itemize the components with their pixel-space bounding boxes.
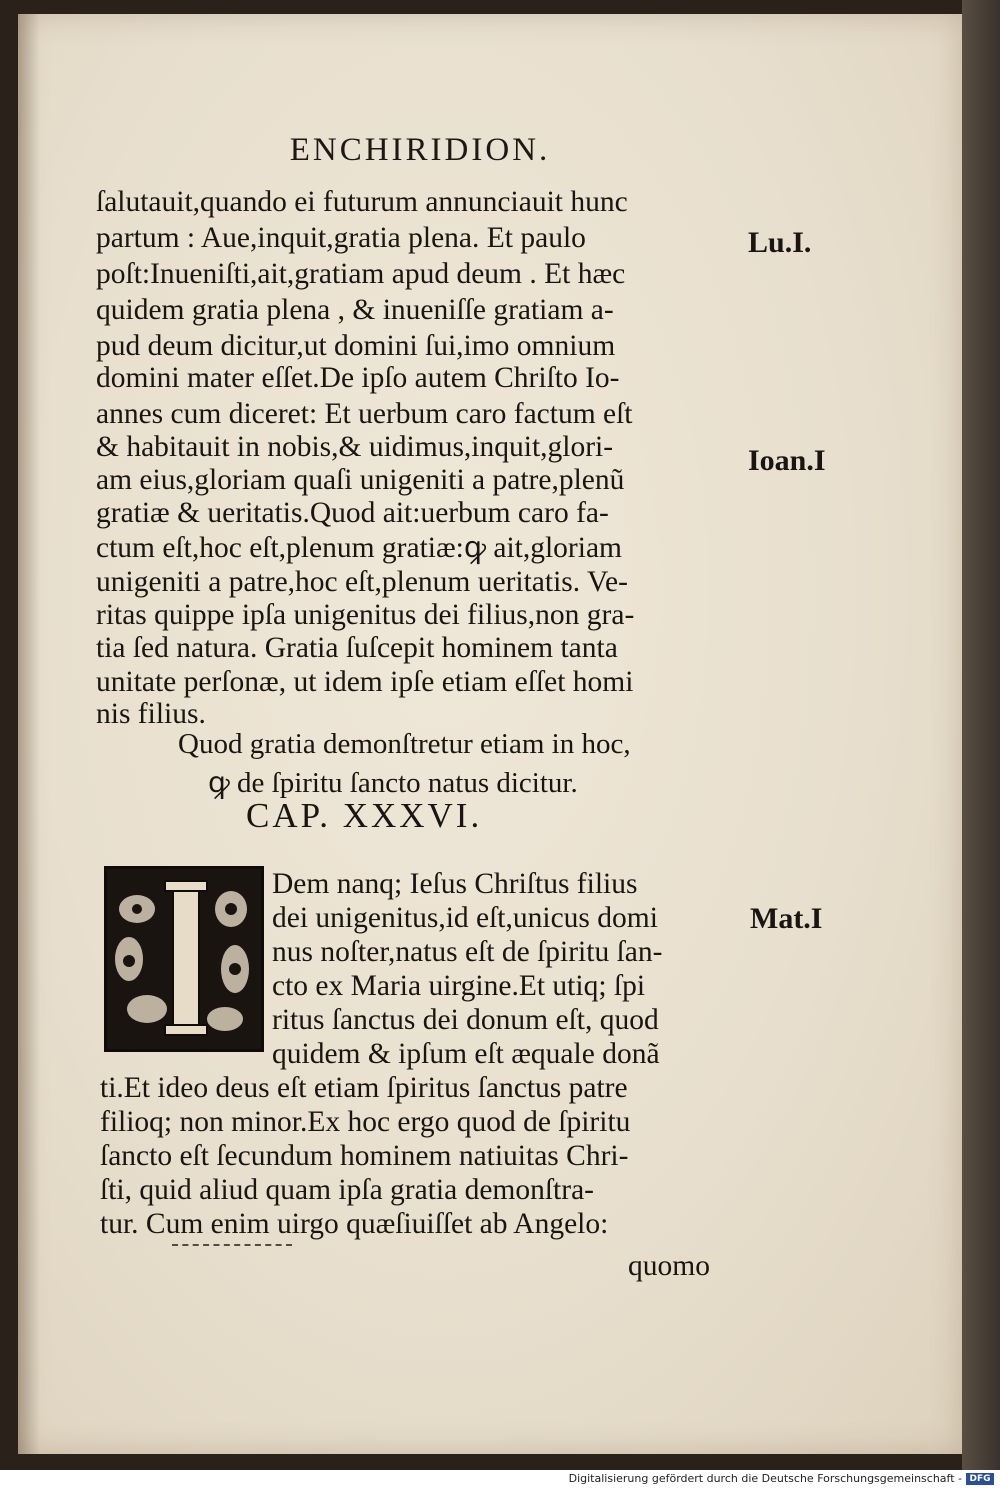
text-line: & habitauit in nobis,& uidimus,inquit,glori- [96, 431, 614, 463]
dfg-logo: DFG [966, 1473, 994, 1485]
text-line: unitate perſonæ, ut idem ipſe etiam eſſet homi [96, 666, 634, 698]
chapter-title-line: ꝙ de ſpiritu ſancto natus dicitur. [208, 767, 578, 799]
text-line: pud deum dicitur,ut domini ſui,imo omnium [96, 330, 616, 362]
woodcut-ornament [107, 869, 261, 1049]
running-title: ENCHIRIDION. [289, 132, 551, 168]
text-line: tur. Cum enim uirgo quæſiuiſſet ab Angelo: [100, 1208, 609, 1240]
text-line: poſt:Inueniſti,ait,gratiam apud deum . Et hæc [96, 258, 626, 290]
text-line: ti.Et ideo deus eſt etiam ſpiritus ſanctus patre [100, 1072, 628, 1104]
chapter-number: CAP. XXXVI. [246, 796, 483, 835]
page-gutter [18, 14, 40, 1454]
text-line: filioq; non minor.Ex hoc ergo quod de ſpiritu [100, 1106, 631, 1138]
text-line: partum : Aue,inquit,gratia plena. Et paulo [96, 222, 586, 254]
text-line: unigeniti a patre,hoc eſt,plenum ueritatis. Ve- [96, 566, 628, 598]
text-line: dei unigenitus,id eſt,unicus domi [272, 902, 658, 934]
catchword: quomo [628, 1250, 710, 1282]
text-line: ſancto eſt ſecundum hominem natiuitas Chri- [100, 1140, 629, 1172]
footer-credit: Digitalisierung gefördert durch die Deutsche Forschungsgemeinschaft - [568, 1472, 962, 1485]
marginal-note: Mat.I [750, 902, 823, 935]
chapter-title-line: Quod gratia demonſtretur etiam in hoc, [178, 728, 631, 760]
marginal-note: Lu.I. [748, 226, 812, 259]
text-line: ſalutauit,quando ei futurum annunciauit hunc [96, 186, 628, 218]
text-line: gratiæ & ueritatis.Quod ait:uerbum caro fa- [96, 497, 609, 529]
text-line: ritas quippe ipſa unigenitus dei filius,non gra- [96, 599, 635, 631]
text-line: nus noſter,natus eſt de ſpiritu ſan- [272, 936, 663, 968]
text-line: ſti, quid aliud quam ipſa gratia demonſtra- [100, 1174, 594, 1206]
text-line: quidem & ipſum eſt æquale donã [272, 1038, 660, 1070]
text-line: tia ſed natura. Gratia ſuſcepit hominem tanta [96, 632, 618, 664]
text-line: quidem gratia plena , & inueniſſe gratiam a- [96, 294, 614, 326]
text-line: am eius,gloriam quaſi unigeniti a patre,plenũ [96, 464, 625, 496]
text-line: domini mater eſſet.De ipſo autem Chriſto Io- [96, 362, 620, 394]
text-line: Dem nanq; Ieſus Chriſtus filius [272, 868, 638, 900]
underline-rule [172, 1244, 292, 1246]
text-line: cto ex Maria uirgine.Et utiq; ſpi [272, 970, 646, 1002]
text-line: annes cum diceret: Et uerbum caro factum eſt [96, 398, 633, 430]
marginal-note: Ioan.I [748, 444, 826, 477]
text-line: ritus ſanctus dei donum eſt, quod [272, 1004, 659, 1036]
scan-edge [962, 0, 1000, 1470]
text-line: ctum eſt,hoc eſt,plenum gratiæ:ꝙ ait,gloriam [96, 532, 622, 564]
text-line: nis filius. [96, 698, 206, 730]
decorated-initial-i [104, 866, 264, 1052]
